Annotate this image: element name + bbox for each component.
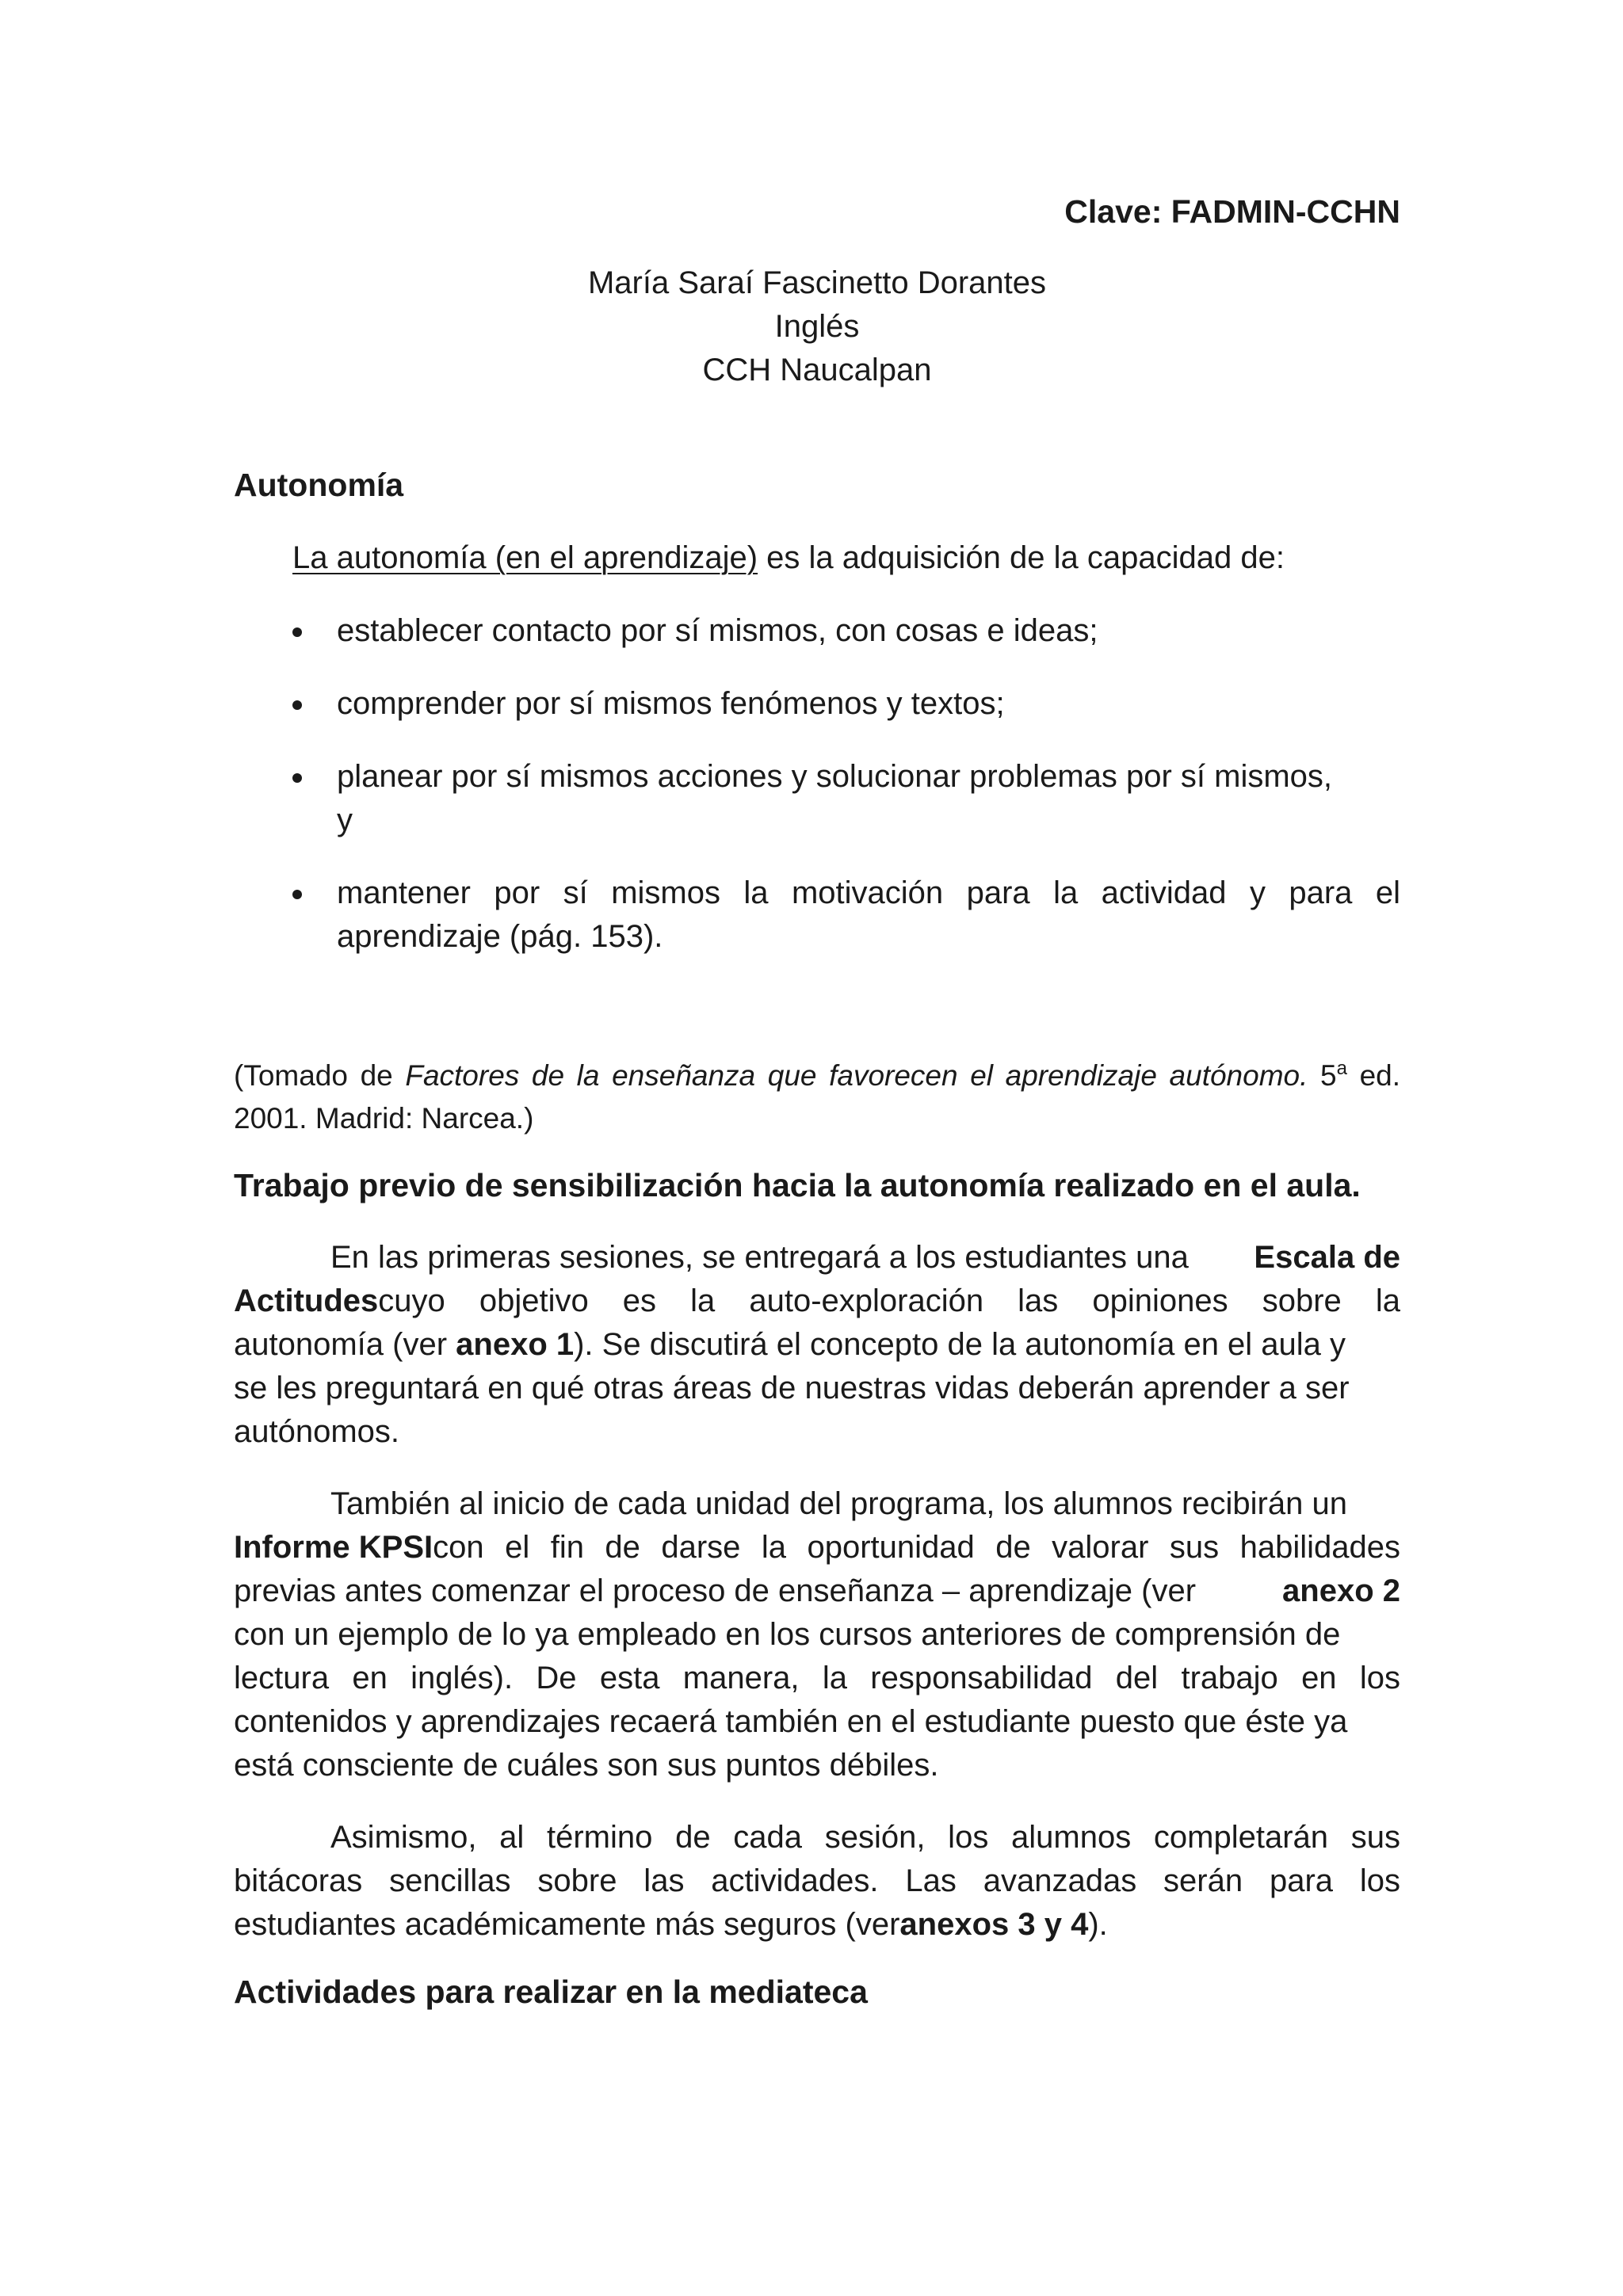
source-line-2: 2001. Madrid: Narcea.) [234,1102,534,1135]
bold-text: anexos 3 y 4 [899,1907,1089,1942]
bullet-icon [292,700,302,710]
bullet-icon [292,773,302,783]
list-item-text [337,871,1400,959]
paragraph-line [234,1744,1400,1787]
paragraph-line [234,1613,1400,1657]
text-run: También al inicio de cada unidad del programa, los alumnos recibirán un [330,1486,1347,1521]
paragraph-line [234,1236,1400,1280]
section-heading-autonomia: Autonomía [234,467,404,503]
definition-term: La autonomía (en el aprendizaje) [292,540,758,575]
list-item-text: comprender por sí mismos fenómenos y textos; [337,686,1005,721]
paragraph-line [234,1410,1400,1454]
source-citation [234,1055,1400,1140]
source-line-1 [234,1055,1400,1097]
list-item-text: establecer contacto por sí mismos, con cosas e ideas; [337,613,1098,648]
text-run: estudiantes académicamente más seguros (ver [234,1907,900,1942]
text-run: contenidos y aprendizajes recaerá también en el estudiante puesto que éste ya [234,1704,1348,1739]
source-edition-rest: ed. [1346,1059,1401,1092]
source-prefix: (Tomado de [234,1059,406,1092]
paragraph-line [234,1482,1400,1526]
section-heading-trabajo-previo: Trabajo previo de sensibilización hacia la autonomía realizado en el aula. [234,1167,1361,1203]
list-item-line: y [337,803,353,837]
paragraph-line [234,1657,1400,1700]
bold-text: anexo 1 [456,1327,575,1362]
author-school: CCH Naucalpan [702,353,932,387]
text-run: autónomos. [234,1414,400,1449]
list-item-line-text: planear por sí mismos acciones y solucionar problemas por sí mismos, [337,759,1333,794]
text-run: se les preguntará en qué otras áreas de nuestras vidas deberán aprender a ser [234,1371,1350,1405]
paragraph-escala [234,1236,1400,1454]
list-item-text [337,755,1400,842]
document-code: Clave: FADMIN-CCHN [1064,193,1400,230]
paragraph-line [234,1367,1400,1410]
text-run: previas antes comenzar el proceso de enseñanza – aprendizaje (ver [234,1573,1197,1608]
paragraph-line [234,1816,1400,1859]
paragraph-line [234,1280,1400,1323]
list-item-line: aprendizaje (pág. 153). [337,919,663,954]
text-run: lectura en inglés). De esta manera, la responsabilidad del trabajo en los [234,1661,1400,1695]
section-heading-mediateca: Actividades para realizar en la mediateca [234,1974,868,2010]
source-title: Factores de la enseñanza que favorecen el aprendizaje autónomo. [405,1059,1308,1092]
text-run: con un ejemplo de lo ya empleado en los cursos anteriores de comprensión de [234,1617,1341,1652]
text-run-a: autonomía (ver [234,1327,456,1362]
paragraph-line [234,1903,1400,1947]
source-edition-sup: a [1336,1058,1347,1079]
text-run: con el fin de darse la oportunidad de valorar sus habilidades [433,1530,1400,1565]
list-item-line [337,755,1400,799]
text-run-c: ). Se discutirá el concepto de la autonomía en el aula y [574,1327,1346,1362]
paragraph-line [234,1569,1400,1613]
list-item-line: mantener por sí mismos la motivación para la actividad y para el [337,875,1400,910]
bullet-icon [292,627,302,637]
text-run [234,1323,1346,1367]
paragraph-kpsi [234,1482,1400,1787]
text-run: En las primeras sesiones, se entregará a los estudiantes una [330,1240,1189,1275]
definition-rest: es la adquisición de la capacidad de: [758,540,1285,575]
bold-text: anexo 2 [1282,1573,1400,1608]
text-run: cuyo objetivo es la auto-exploración las opiniones sobre la [378,1283,1400,1318]
author-block [234,261,1400,392]
paragraph-bitacoras [234,1816,1400,1947]
text-run: ). [1088,1907,1108,1942]
paragraph-line [234,1859,1400,1903]
bullet-icon [292,890,302,899]
author-name: María Saraí Fascinetto Dorantes [587,265,1047,300]
paragraph-line [234,1323,1400,1367]
paragraph-line [234,1700,1400,1744]
definition-intro [292,536,1400,580]
text-run: bitácoras sencillas sobre las actividades. Las avanzadas serán para los [234,1863,1400,1898]
author-subject: Inglés [774,309,860,344]
paragraph-line [234,1526,1400,1569]
text-run: está consciente de cuáles son sus puntos débiles. [234,1748,939,1783]
bold-text: Escala de [1254,1240,1400,1275]
source-edition: 5 [1308,1059,1337,1092]
bold-text: Informe KPSI [234,1530,433,1565]
bold-text: Actitudes [234,1283,379,1318]
text-run: Asimismo, al término de cada sesión, los alumnos completarán sus [330,1820,1400,1855]
